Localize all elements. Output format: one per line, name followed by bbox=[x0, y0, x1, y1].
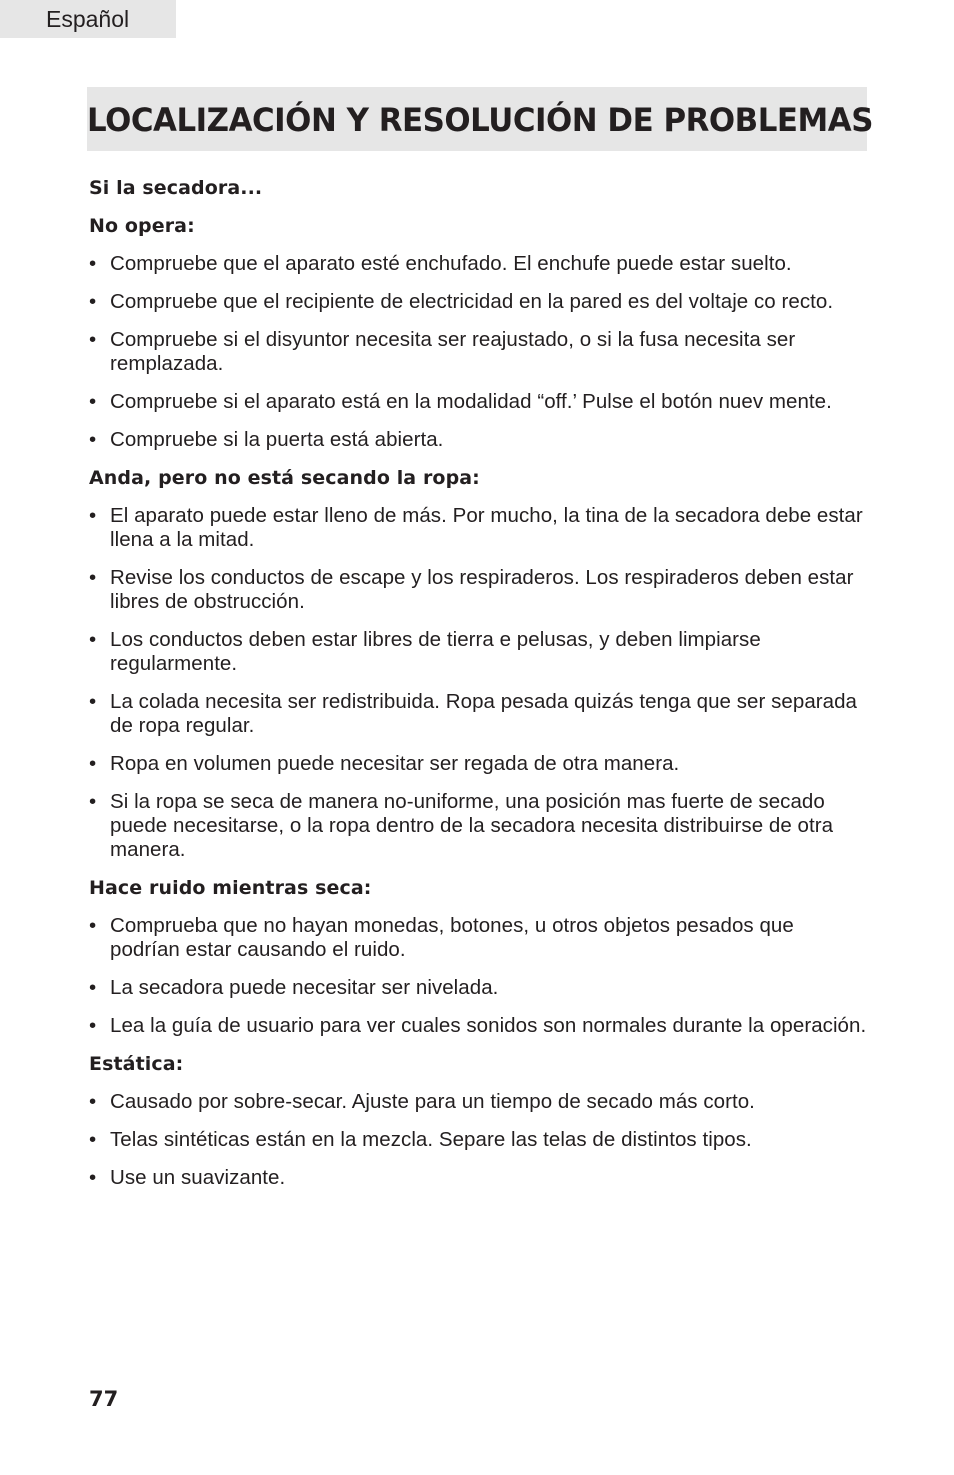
section-heading-ruido: Hace ruido mientras seca: bbox=[89, 877, 372, 899]
list-item: • Compruebe si la puerta está abierta. bbox=[89, 428, 869, 452]
language-tab: Español bbox=[0, 0, 176, 38]
section-list-estatica bbox=[89, 1090, 869, 1190]
title-band bbox=[87, 87, 873, 151]
section-list-no-opera bbox=[89, 252, 869, 452]
section-list-no-seca bbox=[89, 504, 869, 862]
section-heading-estatica: Estática: bbox=[89, 1053, 184, 1075]
list-item: • Telas sintéticas están en la mezcla. Separe las telas de distintos tipos. bbox=[89, 1128, 869, 1152]
list-item: • Use un suavizante. bbox=[89, 1166, 869, 1190]
list-item: • Lea la guía de usuario para ver cuales sonidos son normales durante la operación. bbox=[89, 1014, 869, 1038]
list-item: • Ropa en volumen puede necesitar ser regada de otra manera. bbox=[89, 752, 869, 776]
list-item: • La secadora puede necesitar ser nivelada. bbox=[89, 976, 869, 1000]
list-item: • Compruebe si el disyuntor necesita ser reajustado, o si la fusa necesita ser remplazada. bbox=[89, 328, 869, 376]
section-heading-no-opera: No opera: bbox=[89, 215, 195, 237]
list-item: • Compruebe si el aparato está en la modalidad “off.’ Pulse el botón nuev mente. bbox=[89, 390, 869, 414]
section-list-ruido bbox=[89, 914, 869, 1038]
list-item: • Compruebe que el recipiente de electricidad en la pared es del voltaje co recto. bbox=[89, 290, 869, 314]
page-number: 77 bbox=[89, 1387, 119, 1411]
page-title: LOCALIZACIÓN Y RESOLUCIÓN DE PROBLEMAS bbox=[87, 101, 873, 139]
list-item: • La colada necesita ser redistribuida. Ropa pesada quizás tenga que ser separada de ropa regular. bbox=[89, 690, 869, 738]
document-body bbox=[89, 176, 869, 1204]
list-item: • Comprueba que no hayan monedas, botones, u otros objetos pesados que podrían estar causando el ruido. bbox=[89, 914, 869, 962]
list-item: • Los conductos deben estar libres de tierra e pelusas, y deben limpiarse regularmente. bbox=[89, 628, 869, 676]
intro-heading: Si la secadora... bbox=[89, 177, 263, 199]
section-heading-no-seca: Anda, pero no está secando la ropa: bbox=[89, 467, 480, 489]
list-item: • Compruebe que el aparato esté enchufado. El enchufe puede estar suelto. bbox=[89, 252, 869, 276]
list-item: • El aparato puede estar lleno de más. Por mucho, la tina de la secadora debe estar llena a la mitad. bbox=[89, 504, 869, 552]
list-item: • Revise los conductos de escape y los respiraderos. Los respiraderos deben estar libres de obstrucción. bbox=[89, 566, 869, 614]
list-item: • Si la ropa se seca de manera no-uniforme, una posición mas fuerte de secado puede necesitarse, o la ropa dentro de la secadora necesita distribuirse de otra manera. bbox=[89, 790, 869, 862]
list-item: • Causado por sobre-secar. Ajuste para un tiempo de secado más corto. bbox=[89, 1090, 869, 1114]
